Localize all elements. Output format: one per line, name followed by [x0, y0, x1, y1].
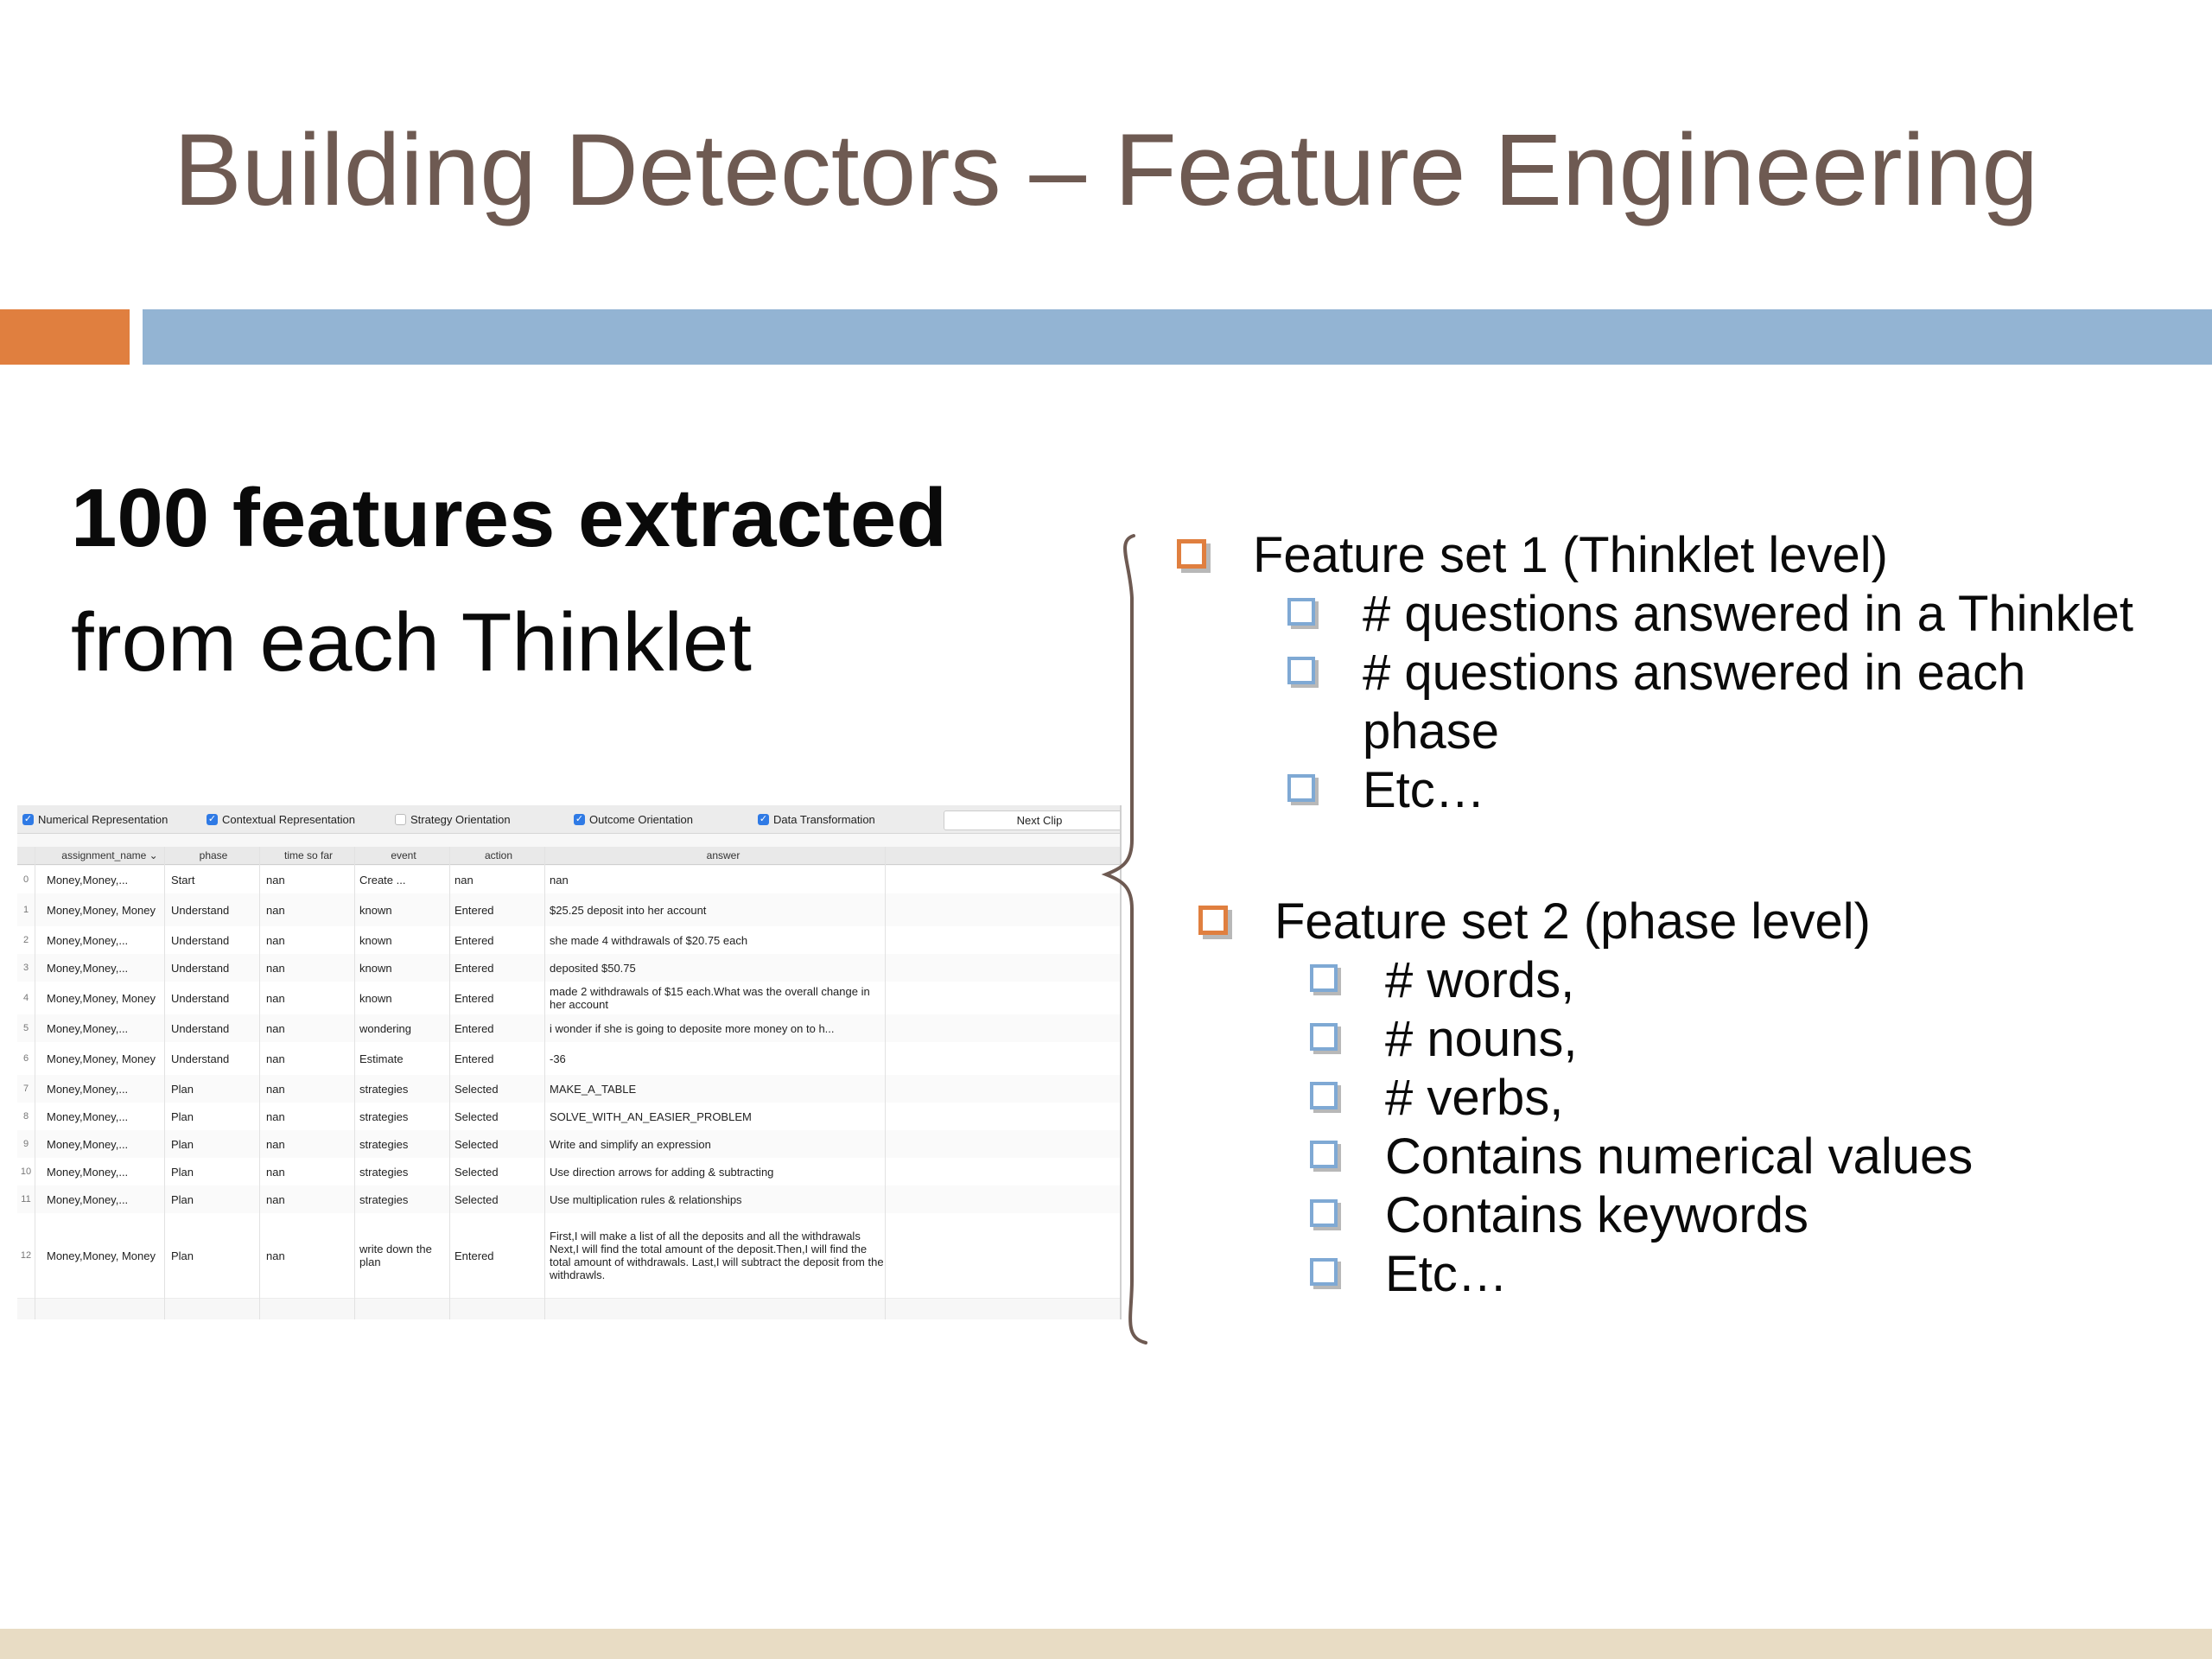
table-row[interactable]: [17, 982, 1120, 1015]
table-cell-answer: SOLVE_WITH_AN_EASIER_PROBLEM: [550, 1109, 752, 1123]
feature-set-2-item: # nouns,: [1385, 1011, 1578, 1067]
table-row[interactable]: [17, 954, 1120, 982]
table-cell-time: nan: [266, 1165, 285, 1179]
checkbox-numerical-representation[interactable]: [22, 813, 168, 826]
checkbox-icon: [758, 814, 769, 825]
checkbox-label: Contextual Representation: [222, 813, 355, 826]
table-cell-idx: 3: [22, 962, 29, 973]
table-cell-action: nan: [454, 873, 474, 887]
table-cell-event: strategies: [359, 1109, 409, 1123]
table-cell-action: Entered: [454, 1052, 494, 1065]
table-cell-answer: Use multiplication rules & relationships: [550, 1192, 742, 1206]
bullet-square-blue-icon: [1287, 774, 1315, 802]
feature-set-1-label: Feature set 1 (Thinklet level): [1253, 527, 1888, 583]
bullet-square-orange-icon: [1177, 539, 1206, 569]
table-row[interactable]: [17, 1103, 1120, 1131]
feature-set-2-item: Contains numerical values: [1385, 1128, 1974, 1185]
table-cell-answer: First,I will make a list of all the deposits and all the withdrawals Next,I will find the total amount of the deposit.Then,I will find the total amount of withdrawals. Last,I will subtract the deposit from the withdrawls.: [550, 1230, 884, 1281]
table-cell-answer: Use direction arrows for adding & subtracting: [550, 1165, 774, 1179]
table-cell-phase: Understand: [171, 1052, 230, 1065]
table-cell-event: strategies: [359, 1192, 409, 1206]
feature-set-2-item: # verbs,: [1385, 1070, 1564, 1126]
table-cell-answer: MAKE_A_TABLE: [550, 1082, 637, 1096]
table-row[interactable]: [17, 1213, 1120, 1299]
checkbox-label: Numerical Representation: [38, 813, 168, 826]
table-cell-time: nan: [266, 1249, 285, 1262]
table-row[interactable]: [17, 893, 1120, 927]
table-cell-time: nan: [266, 961, 285, 975]
column-header-action[interactable]: action: [484, 849, 513, 861]
table-cell-assignment: Money,Money, Money: [47, 991, 156, 1005]
table-cell-action: Selected: [454, 1137, 499, 1151]
bullet-square-blue-icon: [1310, 1199, 1338, 1227]
table-row[interactable]: [17, 1158, 1120, 1186]
table-cell-phase: Plan: [171, 1165, 194, 1179]
table-cell-event: wondering: [359, 1021, 411, 1035]
table-cell-answer: i wonder if she is going to deposite more money on to h...: [550, 1021, 835, 1035]
table-cell-assignment: Money,Money,...: [47, 1021, 129, 1035]
table-cell-assignment: Money,Money,...: [47, 873, 129, 887]
table-cell-event: write down the plan: [359, 1243, 432, 1268]
bullet-square-blue-icon: [1310, 964, 1338, 992]
table-cell-answer: deposited $50.75: [550, 961, 636, 975]
column-header-phase[interactable]: phase: [199, 849, 228, 861]
table-row[interactable]: [17, 1075, 1120, 1103]
table-cell-time: nan: [266, 1082, 285, 1096]
table-cell-event: strategies: [359, 1137, 409, 1151]
table-cell-idx: 7: [22, 1083, 29, 1094]
table-cell-phase: Plan: [171, 1109, 194, 1123]
table-cell-idx: 9: [22, 1138, 29, 1149]
table-row[interactable]: [17, 1185, 1120, 1214]
table-cell-time: nan: [266, 1021, 285, 1035]
bullet-square-orange-icon: [1198, 906, 1228, 935]
checkbox-strategy-orientation[interactable]: [395, 813, 511, 826]
table-cell-idx: 11: [21, 1193, 31, 1205]
table-cell-assignment: Money,Money,...: [47, 961, 129, 975]
table-cell-assignment: Money,Money, Money: [47, 1249, 156, 1262]
table-cell-event: known: [359, 961, 392, 975]
table-cell-assignment: Money,Money,...: [47, 1137, 129, 1151]
bottom-band: [0, 1629, 2212, 1659]
table-cell-assignment: Money,Money,...: [47, 933, 129, 947]
bullet-square-blue-icon: [1310, 1023, 1338, 1051]
bullet-square-blue-icon: [1287, 657, 1315, 684]
checkbox-outcome-orientation[interactable]: [574, 813, 693, 826]
table-cell-idx: 12: [20, 1249, 32, 1261]
table-cell-idx: 10: [20, 1166, 32, 1177]
feature-set-2-item: Etc…: [1385, 1246, 1508, 1302]
accent-bar-orange: [0, 309, 130, 365]
table-cell-answer: she made 4 withdrawals of $20.75 each: [550, 933, 748, 947]
table-cell-answer: made 2 withdrawals of $15 each.What was the overall change in her account: [550, 985, 870, 1011]
table-cell-event: known: [359, 903, 392, 917]
bullet-square-blue-icon: [1287, 598, 1315, 626]
table-cell-action: Entered: [454, 1021, 494, 1035]
column-header-time[interactable]: time so far: [283, 849, 333, 861]
table-cell-time: nan: [266, 1137, 285, 1151]
headline-regular: from each Thinklet: [71, 596, 752, 689]
feature-set-2-label: Feature set 2 (phase level): [1274, 893, 1871, 950]
checkbox-data-transformation[interactable]: [758, 813, 875, 826]
table-row[interactable]: [17, 926, 1120, 955]
table-cell-phase: Plan: [171, 1137, 194, 1151]
table-cell-action: Selected: [454, 1109, 499, 1123]
table-cell-action: Entered: [454, 903, 494, 917]
table-cell-action: Selected: [454, 1192, 499, 1206]
feature-set-2-item: # words,: [1385, 952, 1575, 1008]
checkbox-icon: [207, 814, 218, 825]
table-cell-idx: 4: [22, 992, 29, 1003]
table-cell-event: strategies: [359, 1082, 409, 1096]
slide-title: Building Detectors – Feature Engineering: [173, 113, 2039, 227]
table-cell-idx: 0: [22, 874, 29, 885]
column-header-answer[interactable]: answer: [706, 849, 741, 861]
table-cell-answer: Write and simplify an expression: [550, 1137, 711, 1151]
feature-set-2-item: Contains keywords: [1385, 1187, 1808, 1243]
bullet-square-blue-icon: [1310, 1258, 1338, 1286]
feature-set-1-item: # questions answered in each: [1363, 645, 2026, 701]
table-cell-time: nan: [266, 933, 285, 947]
table-cell-phase: Plan: [171, 1192, 194, 1206]
table-cell-event: known: [359, 991, 392, 1005]
table-row[interactable]: [17, 1014, 1120, 1043]
table-cell-time: nan: [266, 1109, 285, 1123]
table-cell-phase: Understand: [171, 903, 230, 917]
table-cell-idx: 2: [22, 934, 29, 945]
table-row[interactable]: [17, 866, 1120, 894]
table-cell-time: nan: [266, 991, 285, 1005]
table-cell-assignment: Money,Money,...: [47, 1109, 129, 1123]
table-cell-answer: $25.25 deposit into her account: [550, 903, 707, 917]
table-cell-assignment: Money,Money,...: [47, 1165, 129, 1179]
table-cell-phase: Start: [171, 873, 195, 887]
table-cell-answer: nan: [550, 873, 569, 887]
table-row[interactable]: [17, 1042, 1120, 1076]
table-cell-idx: 5: [22, 1022, 29, 1033]
feature-set-1-item: Etc…: [1363, 762, 1485, 818]
next-clip-button[interactable]: Next Clip: [944, 810, 1122, 830]
spreadsheet-screenshot: [17, 805, 1122, 1319]
table-cell-action: Entered: [454, 1249, 494, 1262]
table-cell-action: Entered: [454, 991, 494, 1005]
checkbox-label: Outcome Orientation: [589, 813, 693, 826]
bullet-square-blue-icon: [1310, 1082, 1338, 1109]
accent-bar-blue: [143, 309, 2212, 365]
table-cell-phase: Understand: [171, 991, 230, 1005]
table-cell-action: Entered: [454, 933, 494, 947]
table-cell-phase: Understand: [171, 961, 230, 975]
bullet-square-blue-icon: [1310, 1141, 1338, 1168]
column-header-event[interactable]: event: [391, 849, 416, 861]
table-row[interactable]: [17, 1130, 1120, 1159]
sheet-header-row: [17, 847, 1120, 865]
table-cell-event: known: [359, 933, 392, 947]
table-cell-time: nan: [266, 873, 285, 887]
table-cell-phase: Understand: [171, 933, 230, 947]
table-cell-action: Selected: [454, 1082, 499, 1096]
table-cell-idx: 8: [22, 1110, 29, 1122]
table-cell-event: Estimate: [359, 1052, 404, 1065]
table-cell-idx: 6: [22, 1052, 29, 1064]
table-cell-phase: Plan: [171, 1082, 194, 1096]
table-cell-phase: Plan: [171, 1249, 194, 1262]
sheet-toolbar: [17, 805, 1120, 834]
table-cell-event: Create ...: [359, 873, 406, 887]
table-cell-event: strategies: [359, 1165, 409, 1179]
checkbox-label: Data Transformation: [773, 813, 875, 826]
table-cell-phase: Understand: [171, 1021, 230, 1035]
checkbox-icon: [574, 814, 585, 825]
table-cell-assignment: Money,Money,...: [47, 1192, 129, 1206]
table-cell-answer: -36: [550, 1052, 566, 1065]
table-cell-assignment: Money,Money, Money: [47, 903, 156, 917]
table-cell-assignment: Money,Money,...: [47, 1082, 129, 1096]
checkbox-icon: [22, 814, 34, 825]
curly-brace: [1097, 529, 1166, 1350]
table-cell-idx: 1: [22, 904, 29, 915]
checkbox-contextual-representation[interactable]: [207, 813, 355, 826]
table-cell-action: Selected: [454, 1165, 499, 1179]
table-cell-time: nan: [266, 1052, 285, 1065]
feature-set-1-item: # questions answered in a Thinklet: [1363, 586, 2134, 642]
table-cell-time: nan: [266, 1192, 285, 1206]
column-header-assignment[interactable]: assignment_name ⌄: [61, 849, 158, 861]
checkbox-icon: [395, 814, 406, 825]
headline-bold: 100 features extracted: [71, 472, 947, 564]
table-cell-time: nan: [266, 903, 285, 917]
table-cell-assignment: Money,Money, Money: [47, 1052, 156, 1065]
table-cell-action: Entered: [454, 961, 494, 975]
checkbox-label: Strategy Orientation: [410, 813, 511, 826]
feature-set-1-item-continued: phase: [1363, 703, 1500, 760]
